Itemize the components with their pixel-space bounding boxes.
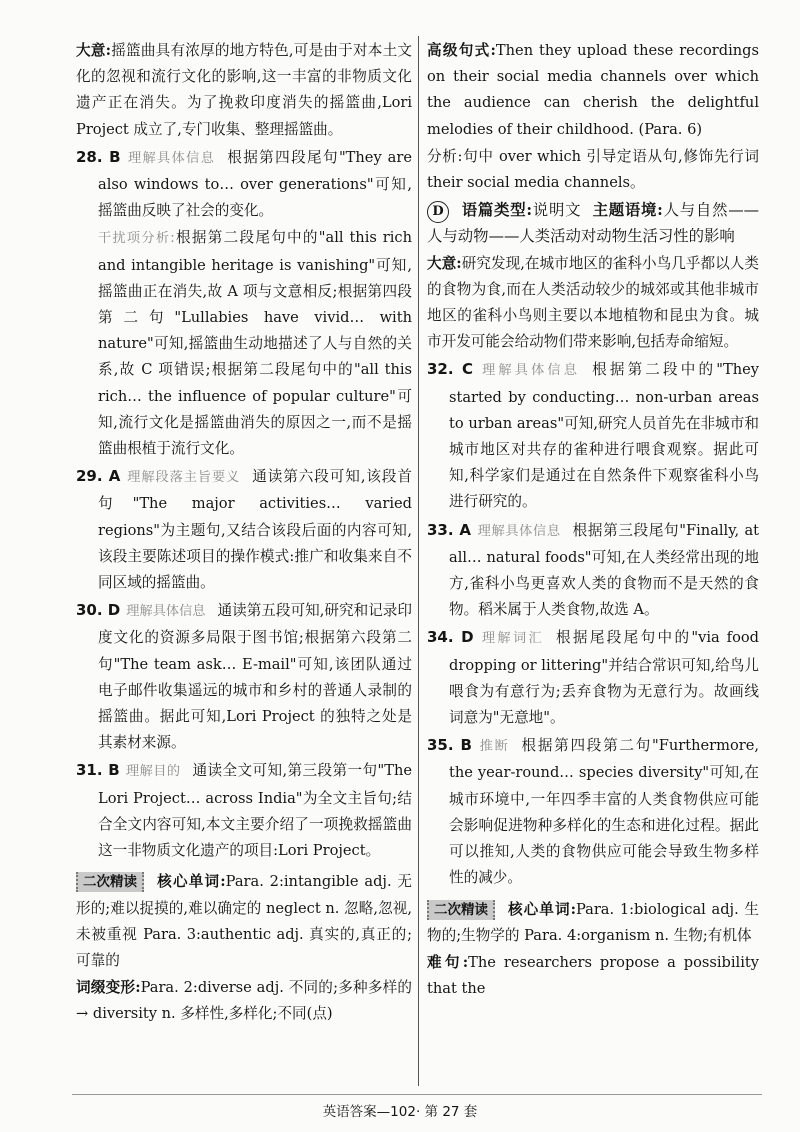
affix-text: Para. 2:diverse adj. 不同的;多种多样的→ diversity n. 多样性,多样化;不同(点): [76, 979, 413, 1023]
analysis-paragraph: [427, 144, 759, 196]
question-type-tag: 理解目的: [125, 764, 181, 780]
answer-number: 28. B: [76, 147, 121, 166]
analysis-label: 分析:: [427, 147, 463, 165]
question-type-tag: 理解具体信息: [126, 150, 216, 166]
question-type-tag: 推断: [477, 739, 510, 755]
passage-header: [427, 197, 759, 249]
answer-explanation: 根据第三段尾句"Finally, at all… natural foods"可知,在人类经常出现的地方,雀科小鸟更喜欢人类的食物而不是天然的食物。稻米属于人类食物,故选 A。: [449, 521, 760, 619]
answer-number: 30. D: [76, 601, 121, 620]
answer-number: 31. B: [76, 761, 120, 780]
vocab-label: 核心单词:: [507, 900, 576, 918]
summary-text: 摇篮曲具有浓厚的地方特色,可是由于对本土文化的忽视和流行文化的影响,这一丰富的非物质文化遗产正在消失。为了挽救印度消失的摇篮曲,Lori Project 成立了,专门收集、整理摇篮曲。: [76, 42, 412, 138]
answer-explanation: 根据第二段中的"They started by conducting… non-urban areas to urban areas"可知,研究人员首先在非城市和城市地区对共存的雀种进行喂食观察。据此可知,科学家们是通过在自然条件下观察雀科小鸟进行研究的。: [449, 361, 759, 511]
answer-explanation: 根据第四段第二句"Furthermore, the year-round… species diversity"可知,在城市环境中,一年四季丰富的人类食物供应可能会影响促进物种多样化的生态和进化过程。据此可以推知,人类的食物供应可能会导致生物多样性的减少。: [449, 737, 759, 887]
column-divider: [418, 36, 419, 1086]
answer-30: [76, 597, 412, 756]
question-type-tag: 理解具体信息: [477, 523, 561, 539]
context-value: 人与自然——人与动物——人类活动对动物生活习性的影响: [427, 201, 759, 246]
advanced-sentence: [427, 38, 759, 143]
distractor-text: 根据第二段尾句中的"all this rich and intangible heritage is vanishing"可知,摇篮曲正在消失,故 A 项与文意相反;根据第四段第二句"Lullabies have vivid… with nature"可知,摇篮曲生动地描述了人与自然的关系,故 C 项错误;根据第二段尾句中的"all this rich… the influence of popular culture"可知,流行文化是摇篮曲消失的原因之一,而不是摇篮曲根植于流行文化。: [98, 229, 412, 458]
answer-31: [76, 757, 412, 864]
review-vocab: [76, 869, 412, 974]
left-column: [76, 38, 412, 1029]
answer-explanation: 根据第四段尾句"They are also windows to… over generations"可知,摇篮曲反映了社会的变化。: [98, 148, 412, 220]
distractor-label: 干扰项分析:: [98, 231, 175, 247]
answer-number: 34. D: [427, 628, 474, 647]
answer-number: 29. A: [76, 467, 121, 486]
summary-paragraph: [76, 38, 412, 143]
answer-explanation: 通读第五段可知,研究和记录印度文化的资源多局限于图书馆;根据第六段第二句"The team ask… E-mail"可知,该团队通过电子邮件收集遥远的城市和乡村的普通人录制的摇篮曲。据此可知,Lori Project 的独特之处是其素材来源。: [98, 602, 413, 752]
answer-number: 35. B: [427, 736, 472, 755]
answer-number: 32. C: [427, 360, 473, 379]
answer-33: [427, 517, 759, 624]
question-type-tag: 理解具体信息: [126, 604, 206, 620]
summary-label: 大意:: [427, 254, 462, 272]
answer-34: [427, 624, 759, 731]
question-type-tag: 理解段落主旨要义: [126, 470, 241, 486]
answer-explanation: 通读全文可知,第三段第一句"The Lori Project… across India"为全文主旨句;结合全文内容可知,本文主要介绍了一项挽救摇篮曲这一非物质文化遗产的项目:Lori Project。: [98, 762, 412, 860]
summary-text: 研究发现,在城市地区的雀科小鸟几乎都以人类的食物为食,而在人类活动较少的城郊或其他非城市地区的雀科小鸟则主要以本地植物和昆虫为食。城市开发可能会给动物们带来影响,包括寿命缩短。: [427, 254, 759, 351]
review-badge: 二次精读: [427, 900, 495, 920]
right-column: [427, 38, 759, 1003]
summary-paragraph: [427, 251, 759, 356]
review-affix: [76, 975, 412, 1027]
answer-number: 33. A: [427, 520, 472, 539]
answer-29: [76, 463, 412, 596]
review-hard-sentence: [427, 950, 759, 1002]
affix-label: 词缀变形:: [76, 979, 141, 997]
footer-rule: [72, 1094, 762, 1095]
vocab-text: Para. 2:intangible adj. 无形的;难以捉摸的,难以确定的 neglect n. 忽略,忽视,未被重视 Para. 3:authentic adj. 真实的,真正的;可靠的: [76, 873, 412, 969]
page-footer: 英语答案—102· 第 27 套: [322, 1104, 478, 1120]
type-label: 语篇类型:: [461, 201, 533, 220]
analysis-text: 句中 over which 引导定语从句,修饰先行词 their social media channels。: [427, 147, 759, 192]
advanced-label: 高级句式:: [427, 42, 496, 59]
answer-explanation: 根据尾段尾句中的"via food dropping or littering"并结合常识可知,给鸟儿喂食为有意行为;丢弃食物为无意行为。故画线词意为"无意地"。: [449, 629, 759, 727]
review-vocab: [427, 897, 759, 949]
distractor-analysis: [76, 225, 412, 462]
question-type-tag: 理解词汇: [479, 631, 544, 647]
answer-32: [427, 356, 759, 515]
answer-explanation: 通读第六段可知,该段首句"The major activities… varied regions"为主题句,又结合该段后面的内容可知,该段主要陈述项目的操作模式:推广和收集来自不同区域的摇篮曲。: [98, 468, 413, 592]
context-label: 主题语境:: [592, 201, 663, 220]
passage-mark: D: [427, 201, 449, 223]
type-value: 说明文: [532, 201, 582, 220]
vocab-text: Para. 1:biological adj. 生物的;生物学的 Para. 4:organism n. 生物;有机体: [427, 900, 759, 944]
summary-label: 大意:: [76, 42, 112, 59]
review-badge: 二次精读: [76, 872, 144, 892]
advanced-text: Then they upload these recordings on their social media channels over which the audience can cherish the delightful melodies of their childhood. (Para. 6): [427, 42, 759, 138]
answer-35: [427, 732, 759, 891]
hard-label: 难句:: [427, 953, 469, 971]
hard-text: The researchers propose a possibility that the: [427, 953, 760, 998]
question-type-tag: 理解具体信息: [478, 363, 581, 379]
vocab-label: 核心单词:: [156, 873, 226, 891]
answer-28: [76, 144, 412, 225]
